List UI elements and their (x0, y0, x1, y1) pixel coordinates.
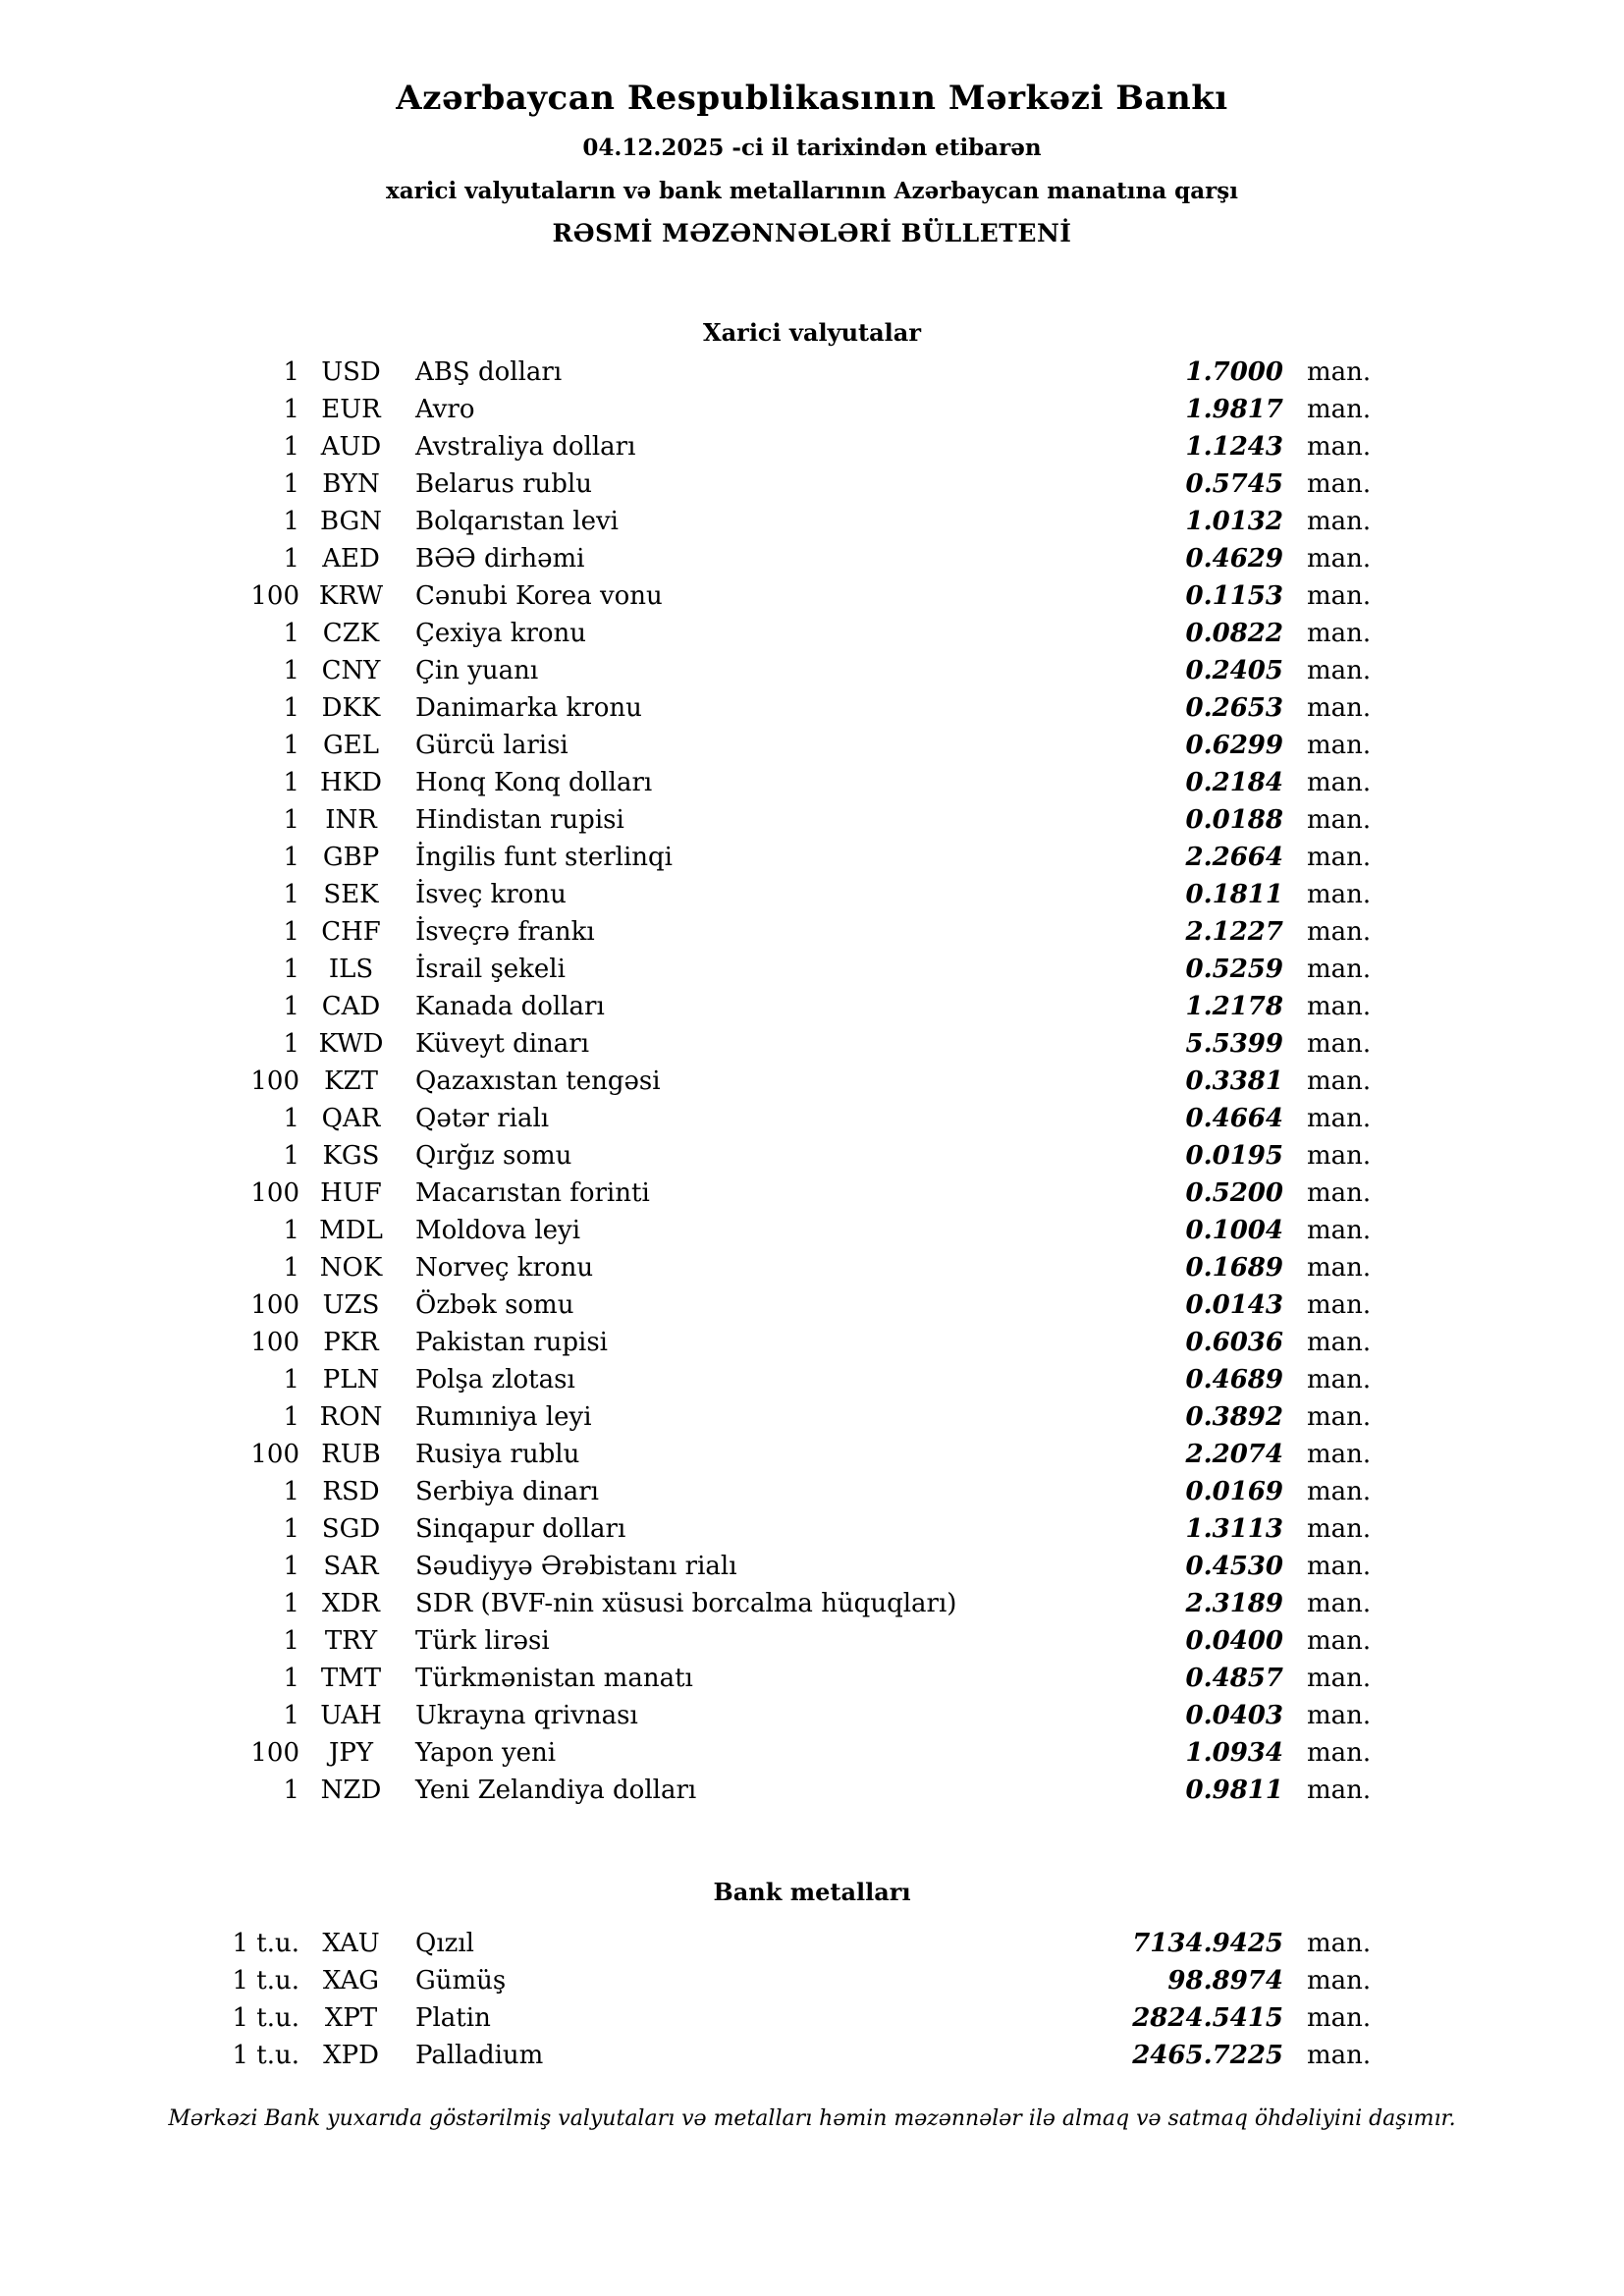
unit-cell: man. (1307, 619, 1372, 648)
quantity-cell: 1 (283, 1216, 299, 1245)
quantity-cell: 1 (283, 432, 299, 462)
currency-name-cell: İngilis funt sterlinqi (415, 843, 673, 872)
currency-code-cell: CAD (321, 992, 381, 1021)
rate-value-cell: 1.0132 (1185, 507, 1283, 536)
quantity-cell: 1 (283, 1589, 299, 1618)
rate-row (0, 839, 1624, 876)
currency-code-cell: XPT (324, 2003, 378, 2033)
rate-row (0, 1286, 1624, 1324)
currency-code-cell: UZS (322, 1290, 380, 1320)
rate-value-cell: 0.0400 (1185, 1626, 1283, 1656)
quantity-cell: 1 (283, 955, 299, 984)
currency-code-cell: JPY (328, 1738, 374, 1768)
currency-name-cell: Səudiyyə Ərəbistanı rialı (415, 1552, 737, 1581)
currency-name-cell: Norveç kronu (415, 1253, 594, 1283)
currency-code-cell: BYN (322, 469, 380, 499)
rate-value-cell: 5.5399 (1185, 1029, 1283, 1059)
rate-row (0, 465, 1624, 503)
rate-row (0, 1999, 1624, 2037)
currency-code-cell: SGD (321, 1514, 381, 1544)
rate-value-cell: 0.6299 (1185, 731, 1283, 760)
rate-row (0, 577, 1624, 615)
effective-date-line: 04.12.2025 -ci il tarixindən etibarən (582, 135, 1042, 161)
currency-name-cell: Bolqarıstan levi (415, 507, 619, 536)
quantity-cell: 1 (283, 544, 299, 574)
unit-cell: man. (1307, 1178, 1372, 1208)
rate-value-cell: 0.0188 (1185, 805, 1283, 835)
rate-row (0, 1622, 1624, 1660)
unit-cell: man. (1307, 469, 1372, 499)
rate-value-cell: 0.3892 (1185, 1402, 1283, 1432)
unit-cell: man. (1307, 1402, 1372, 1432)
rate-value-cell: 0.4530 (1185, 1552, 1283, 1581)
currencies-section-title: Xarici valyutalar (703, 318, 921, 347)
currency-code-cell: EUR (321, 395, 381, 424)
unit-cell: man. (1307, 880, 1372, 909)
currency-name-cell: Sinqapur dolları (415, 1514, 626, 1544)
rate-row (0, 1925, 1624, 1962)
rate-value-cell: 1.1243 (1185, 432, 1283, 462)
unit-cell: man. (1307, 917, 1372, 947)
rate-value-cell: 2465.7225 (1132, 2041, 1283, 2070)
rate-value-cell: 0.2184 (1185, 768, 1283, 797)
currency-name-cell: Danimarka kronu (415, 693, 642, 723)
currency-code-cell: QAR (321, 1104, 381, 1133)
currency-name-cell: Serbiya dinarı (415, 1477, 599, 1506)
rate-row (0, 988, 1624, 1025)
rate-row (0, 1548, 1624, 1585)
currency-code-cell: UAH (320, 1701, 382, 1730)
rate-row (0, 801, 1624, 839)
quantity-cell: 100 (250, 1178, 299, 1208)
quantity-cell: 1 (283, 656, 299, 685)
unit-cell: man. (1307, 1552, 1372, 1581)
currency-code-cell: PKR (323, 1328, 379, 1357)
currency-name-cell: ABŞ dolları (415, 357, 563, 387)
rate-value-cell: 1.3113 (1185, 1514, 1283, 1544)
currency-code-cell: TMT (320, 1664, 382, 1693)
quantity-cell: 1 (283, 1776, 299, 1805)
rate-row (0, 1697, 1624, 1734)
unit-cell: man. (1307, 357, 1372, 387)
unit-cell: man. (1307, 544, 1372, 574)
unit-cell: man. (1307, 1701, 1372, 1730)
quantity-cell: 1 (283, 1477, 299, 1506)
bulletin-title: RƏSMİ MƏZƏNNƏLƏRİ BÜLLETENİ (552, 219, 1072, 247)
quantity-cell: 1 (283, 1029, 299, 1059)
rate-row (0, 503, 1624, 540)
currency-name-cell: Çexiya kronu (415, 619, 587, 648)
rate-row (0, 354, 1624, 391)
quantity-cell: 1 (283, 1626, 299, 1656)
quantity-cell: 1 (283, 693, 299, 723)
currency-name-cell: İsveç kronu (415, 880, 567, 909)
unit-cell: man. (1307, 1477, 1372, 1506)
unit-cell: man. (1307, 1514, 1372, 1544)
quantity-cell: 1 t.u. (232, 1966, 299, 1995)
currency-name-cell: Yeni Zelandiya dolları (415, 1776, 697, 1805)
unit-cell: man. (1307, 1664, 1372, 1693)
quantity-cell: 100 (250, 581, 299, 611)
currency-code-cell: NOK (319, 1253, 383, 1283)
currency-code-cell: MDL (319, 1216, 383, 1245)
rate-value-cell: 7134.9425 (1132, 1929, 1283, 1958)
currency-name-cell: İsrail şekeli (415, 955, 566, 984)
quantity-cell: 1 (283, 1141, 299, 1171)
unit-cell: man. (1307, 731, 1372, 760)
rate-row (0, 1660, 1624, 1697)
rate-row (0, 913, 1624, 951)
rate-row (0, 1100, 1624, 1137)
currency-code-cell: XDR (322, 1589, 380, 1618)
rate-row (0, 1473, 1624, 1510)
rate-value-cell: 1.0934 (1185, 1738, 1283, 1768)
quantity-cell: 1 (283, 507, 299, 536)
metals-section-title: Bank metalları (713, 1878, 911, 1906)
unit-cell: man. (1307, 955, 1372, 984)
rate-value-cell: 0.4857 (1185, 1664, 1283, 1693)
rate-value-cell: 0.2405 (1185, 656, 1283, 685)
unit-cell: man. (1307, 1440, 1372, 1469)
quantity-cell: 1 (283, 768, 299, 797)
quantity-cell: 100 (250, 1066, 299, 1096)
currency-code-cell: SAR (323, 1552, 379, 1581)
rate-row (0, 428, 1624, 465)
rate-value-cell: 0.0822 (1185, 619, 1283, 648)
quantity-cell: 1 (283, 917, 299, 947)
currency-code-cell: GEL (322, 731, 379, 760)
rate-row (0, 764, 1624, 801)
currency-name-cell: Pakistan rupisi (415, 1328, 608, 1357)
quantity-cell: 1 t.u. (232, 2003, 299, 2033)
rate-value-cell: 2.2664 (1185, 843, 1283, 872)
quantity-cell: 100 (250, 1290, 299, 1320)
rate-row (0, 2037, 1624, 2074)
quantity-cell: 1 (283, 1701, 299, 1730)
rate-value-cell: 0.2653 (1185, 693, 1283, 723)
unit-cell: man. (1307, 805, 1372, 835)
currency-code-cell: HKD (320, 768, 382, 797)
rate-row (0, 1510, 1624, 1548)
unit-cell: man. (1307, 581, 1372, 611)
currency-name-cell: Küveyt dinarı (415, 1029, 590, 1059)
rate-row (0, 615, 1624, 652)
rate-value-cell: 0.1004 (1185, 1216, 1283, 1245)
rate-value-cell: 0.9811 (1185, 1776, 1283, 1805)
currency-name-cell: Palladium (415, 2041, 544, 2070)
currency-code-cell: KWD (318, 1029, 384, 1059)
currency-code-cell: RUB (321, 1440, 381, 1469)
unit-cell: man. (1307, 1141, 1372, 1171)
rate-row (0, 951, 1624, 988)
currency-name-cell: Qətər rialı (415, 1104, 550, 1133)
currency-name-cell: Özbək somu (415, 1290, 574, 1320)
currency-name-cell: Honq Konq dolları (415, 768, 653, 797)
currency-code-cell: KZT (324, 1066, 378, 1096)
currency-name-cell: Qazaxıstan tengəsi (415, 1066, 661, 1096)
currency-name-cell: SDR (BVF-nin xüsusi borcalma hüquqları) (415, 1589, 957, 1618)
rate-value-cell: 0.1689 (1185, 1253, 1283, 1283)
rate-row (0, 1324, 1624, 1361)
unit-cell: man. (1307, 693, 1372, 723)
quantity-cell: 1 (283, 395, 299, 424)
unit-cell: man. (1307, 1776, 1372, 1805)
quantity-cell: 1 (283, 357, 299, 387)
rate-row (0, 1734, 1624, 1772)
unit-cell: man. (1307, 2003, 1372, 2033)
rate-value-cell: 0.5200 (1185, 1178, 1283, 1208)
rate-row (0, 1436, 1624, 1473)
quantity-cell: 1 t.u. (232, 2041, 299, 2070)
quantity-cell: 1 (283, 805, 299, 835)
quantity-cell: 1 (283, 1552, 299, 1581)
rate-value-cell: 0.4664 (1185, 1104, 1283, 1133)
bank-name-title: Azərbaycan Respublikasının Mərkəzi Bankı (396, 79, 1228, 118)
quantity-cell: 1 (283, 992, 299, 1021)
unit-cell: man. (1307, 507, 1372, 536)
currency-name-cell: Rusiya rublu (415, 1440, 580, 1469)
rate-value-cell: 0.5745 (1185, 469, 1283, 499)
unit-cell: man. (1307, 2041, 1372, 2070)
rate-row (0, 1361, 1624, 1398)
quantity-cell: 1 (283, 1664, 299, 1693)
unit-cell: man. (1307, 1104, 1372, 1133)
quantity-cell: 1 (283, 843, 299, 872)
quantity-cell: 1 (283, 1514, 299, 1544)
rate-row (0, 1212, 1624, 1249)
currency-code-cell: ILS (328, 955, 374, 984)
quantity-cell: 1 (283, 1365, 299, 1394)
rate-value-cell: 0.0403 (1185, 1701, 1283, 1730)
unit-cell: man. (1307, 395, 1372, 424)
currency-code-cell: GBP (322, 843, 380, 872)
currency-code-cell: RSD (322, 1477, 380, 1506)
unit-cell: man. (1307, 1029, 1372, 1059)
rate-row (0, 1962, 1624, 1999)
currency-name-cell: Platin (415, 2003, 491, 2033)
currency-name-cell: Moldova leyi (415, 1216, 581, 1245)
rate-value-cell: 2.3189 (1185, 1589, 1283, 1618)
rate-value-cell: 0.6036 (1185, 1328, 1283, 1357)
quantity-cell: 1 (283, 469, 299, 499)
rate-value-cell: 0.0169 (1185, 1477, 1283, 1506)
rate-value-cell: 1.2178 (1185, 992, 1283, 1021)
unit-cell: man. (1307, 1738, 1372, 1768)
currency-code-cell: SEK (323, 880, 379, 909)
currency-code-cell: RON (319, 1402, 383, 1432)
rate-row (0, 727, 1624, 764)
currency-name-cell: Hindistan rupisi (415, 805, 624, 835)
quantity-cell: 1 t.u. (232, 1929, 299, 1958)
currency-name-cell: Avstraliya dolları (415, 432, 636, 462)
quantity-cell: 1 (283, 731, 299, 760)
rate-row (0, 1249, 1624, 1286)
unit-cell: man. (1307, 1365, 1372, 1394)
currency-code-cell: DKK (321, 693, 381, 723)
currency-code-cell: CNY (321, 656, 381, 685)
quantity-cell: 1 (283, 1104, 299, 1133)
rate-row (0, 1137, 1624, 1175)
bank-metals-section (0, 1878, 1624, 2074)
unit-cell: man. (1307, 843, 1372, 872)
rate-row (0, 689, 1624, 727)
currency-code-cell: CZK (322, 619, 380, 648)
rate-value-cell: 2824.5415 (1132, 2003, 1283, 2033)
currency-name-cell: Macarıstan forinti (415, 1178, 650, 1208)
rate-row (0, 652, 1624, 689)
rate-row (0, 876, 1624, 913)
currency-name-cell: Kanada dolları (415, 992, 605, 1021)
currency-name-cell: Avro (415, 395, 475, 424)
currency-name-cell: İsveçrə frankı (415, 917, 595, 947)
unit-cell: man. (1307, 1216, 1372, 1245)
unit-cell: man. (1307, 1290, 1372, 1320)
currency-code-cell: HUF (320, 1178, 382, 1208)
rate-row (0, 1772, 1624, 1809)
currency-name-cell: BƏƏ dirhəmi (415, 544, 585, 574)
currency-code-cell: BGN (319, 507, 383, 536)
rate-value-cell: 0.4689 (1185, 1365, 1283, 1394)
unit-cell: man. (1307, 1253, 1372, 1283)
rate-value-cell: 1.7000 (1185, 357, 1283, 387)
rate-value-cell: 0.4629 (1185, 544, 1283, 574)
rate-value-cell: 98.8974 (1167, 1966, 1283, 1995)
rate-row (0, 1025, 1624, 1063)
currency-code-cell: XPD (323, 2041, 379, 2070)
currency-name-cell: Qırğız somu (415, 1141, 572, 1171)
currencies-table (0, 354, 1624, 1809)
rate-value-cell: 0.5259 (1185, 955, 1283, 984)
rate-value-cell: 2.2074 (1185, 1440, 1283, 1469)
currency-code-cell: XAU (322, 1929, 380, 1958)
currency-code-cell: AED (322, 544, 380, 574)
currency-name-cell: Gümüş (415, 1966, 507, 1995)
unit-cell: man. (1307, 1066, 1372, 1096)
currency-name-cell: Çin yuanı (415, 656, 539, 685)
quantity-cell: 1 (283, 1402, 299, 1432)
rate-value-cell: 0.1153 (1185, 581, 1283, 611)
unit-cell: man. (1307, 992, 1372, 1021)
quantity-cell: 100 (250, 1328, 299, 1357)
rate-value-cell: 0.0195 (1185, 1141, 1283, 1171)
metals-table (0, 1925, 1624, 2074)
rate-value-cell: 2.1227 (1185, 917, 1283, 947)
currency-name-cell: Türkmənistan manatı (415, 1664, 693, 1693)
currency-code-cell: NZD (320, 1776, 382, 1805)
currency-code-cell: TRY (324, 1626, 378, 1656)
unit-cell: man. (1307, 1626, 1372, 1656)
currency-name-cell: Türk lirəsi (415, 1626, 550, 1656)
currency-code-cell: USD (321, 357, 381, 387)
currency-code-cell: XAG (322, 1966, 380, 1995)
quantity-cell: 1 (283, 1253, 299, 1283)
currency-name-cell: Qızıl (415, 1929, 474, 1958)
rate-row (0, 1398, 1624, 1436)
unit-cell: man. (1307, 656, 1372, 685)
quantity-cell: 100 (250, 1440, 299, 1469)
rate-row (0, 1585, 1624, 1622)
unit-cell: man. (1307, 768, 1372, 797)
obligation-note: Mərkəzi Bank yuxarıda göstərilmiş valyutaları və metalları həmin məzənnələr ilə almaq və satmaq öhdəliyini daşımır. (168, 2106, 1456, 2131)
quantity-cell: 1 (283, 880, 299, 909)
currency-code-cell: CHF (321, 917, 381, 947)
rate-value-cell: 0.0143 (1185, 1290, 1283, 1320)
currency-name-cell: Yapon yeni (415, 1738, 557, 1768)
foreign-currencies-section (0, 318, 1624, 1809)
quantity-cell: 100 (250, 1738, 299, 1768)
rate-value-cell: 1.9817 (1185, 395, 1283, 424)
currency-code-cell: AUD (320, 432, 382, 462)
currency-code-cell: INR (325, 805, 377, 835)
rate-row (0, 1063, 1624, 1100)
rate-value-cell: 0.1811 (1185, 880, 1283, 909)
currency-name-cell: Ukrayna qrivnası (415, 1701, 638, 1730)
currency-code-cell: KRW (318, 581, 384, 611)
rate-row (0, 1175, 1624, 1212)
currency-name-cell: Gürcü larisi (415, 731, 568, 760)
currency-name-cell: Rumıniya leyi (415, 1402, 592, 1432)
currency-code-cell: KGS (322, 1141, 380, 1171)
currency-name-cell: Cənubi Korea vonu (415, 581, 663, 611)
currency-code-cell: PLN (322, 1365, 380, 1394)
unit-cell: man. (1307, 1328, 1372, 1357)
rate-row (0, 540, 1624, 577)
unit-cell: man. (1307, 1929, 1372, 1958)
unit-cell: man. (1307, 1966, 1372, 1995)
currency-name-cell: Belarus rublu (415, 469, 592, 499)
rate-row (0, 391, 1624, 428)
subtitle-line: xarici valyutaların və bank metallarının Azərbaycan manatına qarşı (386, 178, 1238, 204)
currency-name-cell: Polşa zlotası (415, 1365, 575, 1394)
unit-cell: man. (1307, 432, 1372, 462)
unit-cell: man. (1307, 1589, 1372, 1618)
quantity-cell: 1 (283, 619, 299, 648)
rate-value-cell: 0.3381 (1185, 1066, 1283, 1096)
